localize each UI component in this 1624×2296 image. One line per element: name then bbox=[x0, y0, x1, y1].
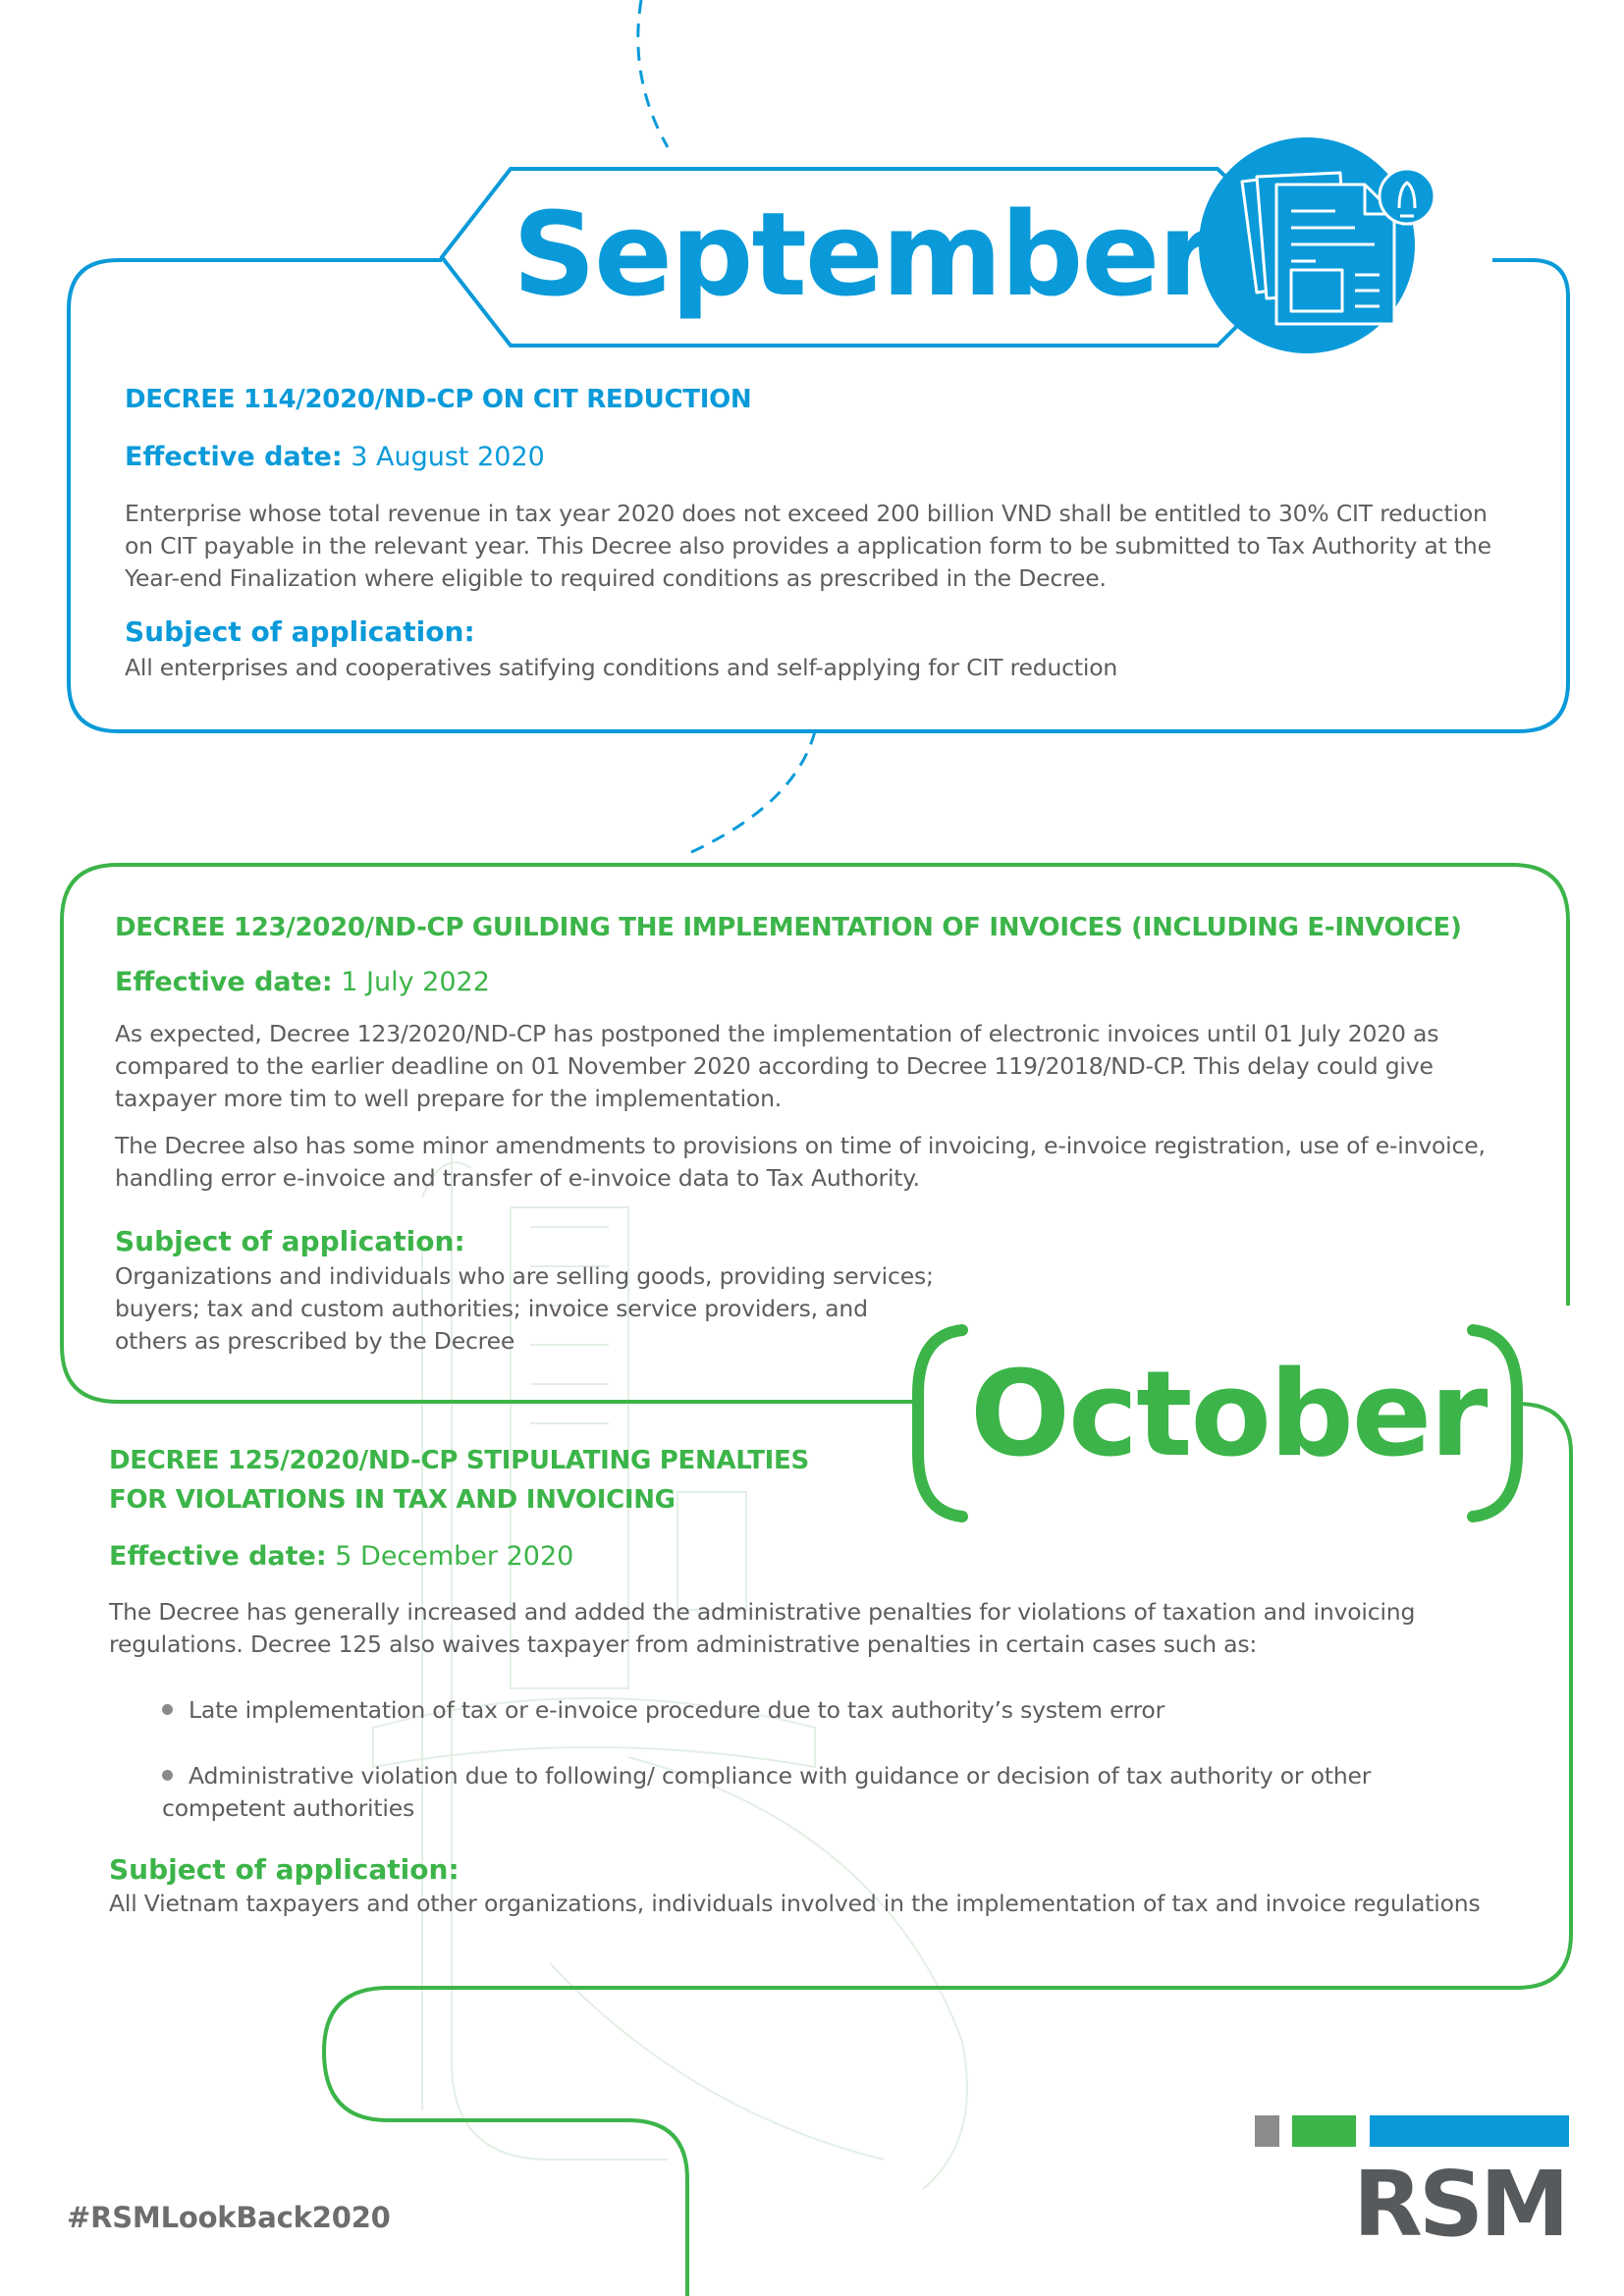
effective-date-label: Effective date: bbox=[109, 1541, 327, 1572]
decree123-effective-date bbox=[115, 967, 490, 997]
bullet-dot bbox=[162, 1770, 173, 1781]
october-effective-date bbox=[109, 1541, 573, 1572]
september-month-title: September bbox=[513, 187, 1214, 322]
september-subject-text: All enterprises and cooperatives satifying conditions and self-applying for CIT reduction bbox=[125, 654, 1118, 681]
rsm-logo-text: RSM bbox=[1353, 2152, 1566, 2257]
title-line: FOR VIOLATIONS IN TAX AND INVOICING bbox=[109, 1485, 676, 1515]
october-bullet bbox=[162, 1694, 1438, 1727]
decree123-body-2: The Decree also has some minor amendments to provisions on time of invoicing, e-invoice registration, use of e-invoice, handling error e-invoice and transfer of e-invoice data to Tax Authority. bbox=[115, 1132, 1486, 1192]
hashtag: #RSMLookBack2020 bbox=[67, 2201, 391, 2234]
october-month-title: October bbox=[970, 1347, 1487, 1483]
effective-date-value: 3 August 2020 bbox=[351, 442, 545, 472]
top-dashed-connector bbox=[638, 0, 668, 147]
october-left-bracket bbox=[918, 1330, 962, 1517]
october-subject-text: All Vietnam taxpayers and other organizations, individuals involved in the implementation of tax and invoice regulations bbox=[109, 1890, 1481, 1917]
september-subject-heading: Subject of application: bbox=[125, 615, 475, 648]
title-line: DECREE 125/2020/ND-CP STIPULATING PENALTIES bbox=[109, 1446, 809, 1475]
effective-date-value: 1 July 2022 bbox=[341, 967, 490, 997]
bullet-text: Late implementation of tax or e-invoice procedure due to tax authority’s system error bbox=[189, 1696, 1165, 1724]
october-subject-heading: Subject of application: bbox=[109, 1853, 460, 1886]
decree123-subject-text bbox=[115, 1260, 934, 1358]
effective-date-value: 5 December 2020 bbox=[335, 1541, 574, 1572]
subject-line: Organizations and individuals who are selling goods, providing services; bbox=[115, 1262, 934, 1290]
decree123-body-1: As expected, Decree 123/2020/ND-CP has postponed the implementation of electronic invoices until 01 July 2020 as compared to the earlier deadline on 01 November 2020 according to Decree 119/2018/ND-CP. This delay could give taxpayer more tim to well prepare for the implementation. bbox=[115, 1020, 1439, 1112]
september-decree-title: DECREE 114/2020/ND-CP ON CIT REDUCTION bbox=[125, 385, 752, 414]
subject-line: others as prescribed by the Decree bbox=[115, 1327, 515, 1355]
october-body: The Decree has generally increased and added the administrative penalties for violations of taxation and invoicing regulations. Decree 125 also waives taxpayer from administrative penalties in certain cases such as: bbox=[109, 1598, 1416, 1658]
decree123-title: DECREE 123/2020/ND-CP GUILDING THE IMPLEMENTATION OF INVOICES (INCLUDING E-INVOICE) bbox=[115, 913, 1462, 942]
september-body: Enterprise whose total revenue in tax year 2020 does not exceed 200 billion VND shall be entitled to 30% CIT reduction on CIT payable in the relevant year. This Decree also provides a application form to be submitted to Tax Authority at the Year-end Finalization where eligible to required conditions as prescribed in the Decree. bbox=[125, 500, 1491, 592]
bullet-text: Administrative violation due to following/ compliance with guidance or decision of tax authority or other competent authorities bbox=[162, 1762, 1372, 1822]
middle-dashed-connector bbox=[687, 731, 815, 854]
decree123-subject-heading: Subject of application: bbox=[115, 1225, 465, 1257]
effective-date-label: Effective date: bbox=[125, 442, 343, 472]
effective-date-label: Effective date: bbox=[115, 967, 333, 997]
bullet-dot bbox=[162, 1704, 173, 1715]
rsm-logo-bars bbox=[1255, 2115, 1569, 2147]
october-decree-title bbox=[109, 1441, 809, 1520]
subject-line: buyers; tax and custom authorities; invoice service providers, and bbox=[115, 1295, 868, 1322]
october-bullet bbox=[162, 1760, 1438, 1825]
september-effective-date bbox=[125, 442, 545, 472]
documents-lightbulb-icon bbox=[1199, 137, 1435, 353]
